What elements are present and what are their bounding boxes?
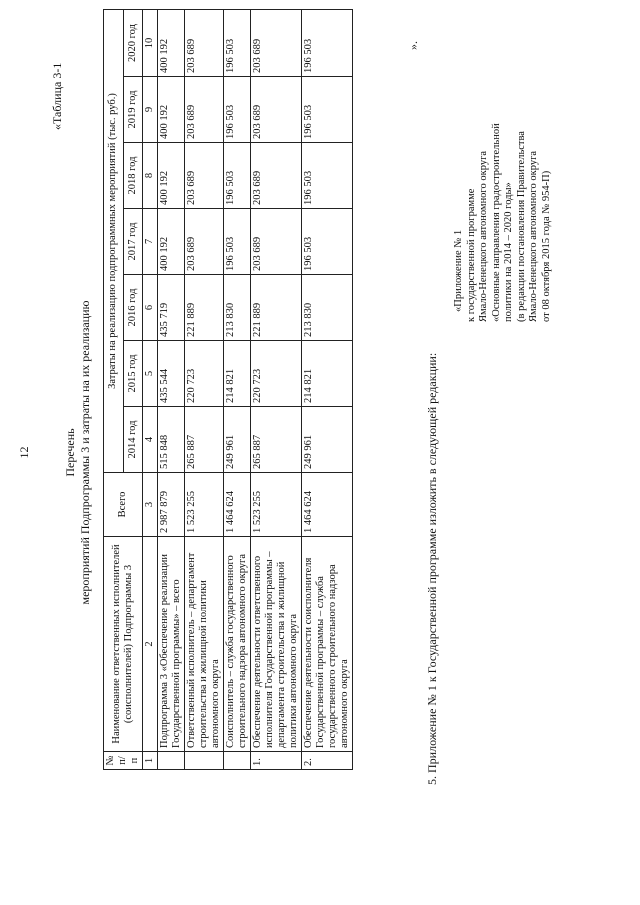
column-number-row [143,10,158,770]
paragraph-5: 5. Приложение № 1 к Государственной программе изложить в следующей редакции: [425,352,439,785]
table-header-row-1 [104,10,124,770]
table-row [185,10,224,770]
row-value: 203 689 [185,10,224,77]
col-number: 6 [143,275,158,341]
row-value: 213 830 [302,275,353,341]
row-value: 196 503 [302,143,353,209]
appendix-heading: «Приложение № 1 [453,229,464,312]
header-num: № п/п [104,752,143,770]
row-value: 203 689 [185,77,224,143]
header-year: 2019 год [123,77,143,143]
appendix-line: Ямало-Ненецкого автономного округа [478,150,489,322]
row-total: 1 464 624 [224,473,251,537]
header-year: 2017 год [123,209,143,275]
row-num [224,752,251,770]
appendix-line: от 08 октября 2015 года № 954-П) [540,170,552,322]
table-row [158,10,185,770]
row-value: 203 689 [185,143,224,209]
row-num [185,752,224,770]
col-number: 10 [143,10,158,77]
row-value: 203 689 [251,10,302,77]
row-value: 203 689 [251,209,302,275]
row-value: 400 192 [158,77,185,143]
row-value: 400 192 [158,209,185,275]
row-value: 196 503 [224,10,251,77]
row-value: 435 544 [158,341,185,407]
row-value: 213 830 [224,275,251,341]
appendix-line: политики на 2014 – 2020 годы» [503,182,514,322]
header-year: 2015 год [123,341,143,407]
appendix-line: «Основные направления градостроительной [490,123,502,322]
col-number: 2 [143,537,158,752]
row-value: 221 889 [251,275,302,341]
header-costs-group: Затраты на реализацию подпрограммных мероприятий (тыс. руб.) [104,10,124,473]
row-name: Соисполнитель – служба государственного строительного надзора автономного округа [224,537,251,752]
header-name: Наименование ответственных исполнителей (соисполнителей) Подпрограммы 3 [104,537,143,752]
row-value: 196 503 [224,209,251,275]
header-year: 2020 год [123,10,143,77]
col-number: 9 [143,77,158,143]
row-name: Ответственный исполнитель – департамент строительства и жилищной политики автономного округа [185,537,224,752]
appendix-line: Ямало-Ненецкого автономного округа [528,150,539,322]
page-number: 12 [17,446,31,459]
header-total: Всего [104,473,143,537]
col-number: 3 [143,473,158,537]
table-closing-quote: ». [406,41,420,50]
row-value: 515 848 [158,407,185,473]
row-value: 400 192 [158,143,185,209]
appendix-block [453,123,553,322]
row-value: 265 887 [251,407,302,473]
row-value: 249 961 [302,407,353,473]
row-total: 2 987 879 [158,473,185,537]
table-label: «Таблица 3-1 [50,62,64,130]
row-value: 249 961 [224,407,251,473]
row-value: 203 689 [251,143,302,209]
row-value: 221 889 [185,275,224,341]
row-name: Обеспечение деятельности соисполнителя Государственной программы – служба государственного строительного надзора автономного округа [302,537,353,752]
row-num: 2. [302,752,353,770]
row-value: 214 821 [224,341,251,407]
row-name: Обеспечение деятельности ответственного исполнителя Государственной программы – департамента строительства и жилищной политики автономного округа [251,537,302,752]
row-value: 220 723 [185,341,224,407]
row-value: 214 821 [302,341,353,407]
row-total: 1 523 255 [185,473,224,537]
row-value: 265 887 [185,407,224,473]
header-year: 2018 год [123,143,143,209]
col-number: 7 [143,209,158,275]
appendix-line: (в редакции постановления Правительства [515,131,527,322]
budget-table [103,9,353,770]
header-year: 2014 год [123,407,143,473]
row-num [158,752,185,770]
table-row [251,10,302,770]
col-number: 5 [143,341,158,407]
table-title-line2: мероприятий Подпрограммы 3 и затраты на их реализацию [78,300,92,605]
row-total: 1 464 624 [302,473,353,537]
col-number: 1 [143,752,158,770]
appendix-line: к государственной программе [465,188,477,322]
row-value: 196 503 [302,77,353,143]
row-value: 220 723 [251,341,302,407]
header-year: 2016 год [123,275,143,341]
table-title-line1: Перечень [63,428,77,477]
row-value: 435 719 [158,275,185,341]
row-value: 400 192 [158,10,185,77]
col-number: 4 [143,407,158,473]
row-num: 1. [251,752,302,770]
row-value: 196 503 [302,10,353,77]
table-row [302,10,353,770]
row-value: 196 503 [224,77,251,143]
row-total: 1 523 255 [251,473,302,537]
table-row [224,10,251,770]
row-value: 203 689 [251,77,302,143]
col-number: 8 [143,143,158,209]
row-name: Подпрограмма 3 «Обеспечение реализации Государственной программы» – всего [158,537,185,752]
row-value: 203 689 [185,209,224,275]
row-value: 196 503 [302,209,353,275]
row-value: 196 503 [224,143,251,209]
